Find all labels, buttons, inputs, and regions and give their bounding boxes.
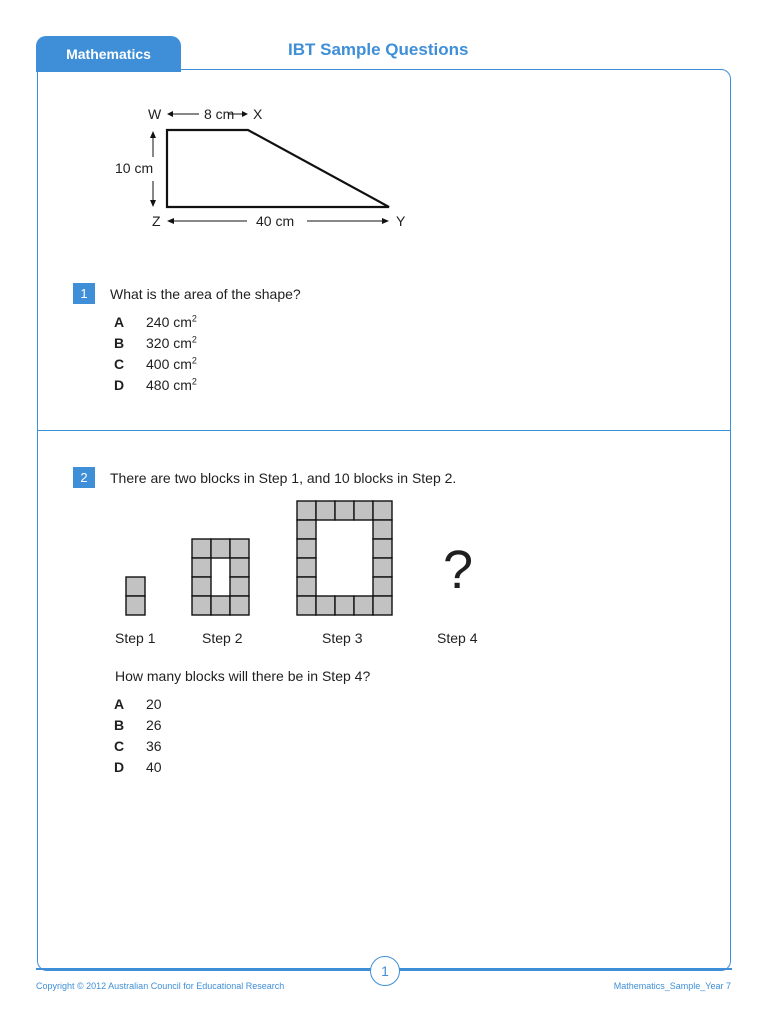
option-value: 240 $cm^2$ <box>146 313 197 330</box>
step-3-block <box>373 596 392 615</box>
step-2-block <box>192 539 211 558</box>
option-letter: B <box>114 335 125 351</box>
step-2-block <box>230 577 249 596</box>
label-z: Z <box>152 213 161 229</box>
subject-tab: Mathematics <box>36 36 181 72</box>
question-1-text: What is the area of the shape? <box>110 286 301 302</box>
step-2-block <box>192 596 211 615</box>
step-1-block <box>126 577 145 596</box>
step-4-label: Step 4 <box>437 630 478 646</box>
option-2c[interactable] <box>114 738 162 754</box>
step-3-block <box>373 539 392 558</box>
step-3-block <box>297 539 316 558</box>
step-3-block <box>335 501 354 520</box>
step-3-block <box>373 520 392 539</box>
unknown-step-mark: ? <box>443 540 474 600</box>
step-2-block <box>192 577 211 596</box>
option-value: 400 $cm^2$ <box>146 355 197 372</box>
step-3-block <box>297 596 316 615</box>
step-3-block <box>297 501 316 520</box>
option-value: 26 <box>146 717 162 733</box>
step-3-block <box>354 501 373 520</box>
height-label: 10 cm <box>115 160 154 176</box>
option-2d[interactable] <box>114 759 162 775</box>
step-2-block <box>230 596 249 615</box>
option-value: 20 <box>146 696 162 712</box>
option-1b[interactable] <box>114 335 197 351</box>
question-1-number: 1 <box>73 283 95 304</box>
top-length-label: 8 cm <box>204 106 235 122</box>
label-x: X <box>253 106 263 122</box>
option-1d[interactable] <box>114 377 197 393</box>
step-2-block <box>211 539 230 558</box>
step-3-block <box>354 596 373 615</box>
option-letter: A <box>114 314 125 330</box>
option-2a[interactable] <box>114 696 162 712</box>
step-3-block <box>297 558 316 577</box>
copyright-text: Copyright © 2012 Australian Council for Educational Research <box>36 981 285 991</box>
option-2b[interactable] <box>114 717 162 733</box>
document-id: Mathematics_Sample_Year 7 <box>613 981 731 991</box>
page-title: IBT Sample Questions <box>288 40 469 59</box>
step-1-block <box>126 596 145 615</box>
option-value: 40 <box>146 759 162 775</box>
step-3-block <box>297 520 316 539</box>
question-2-number: 2 <box>73 467 95 488</box>
step-3-label: Step 3 <box>322 630 363 646</box>
option-1a[interactable] <box>114 314 197 330</box>
question-divider <box>38 430 730 431</box>
trapezium-shape <box>167 130 389 207</box>
option-letter: D <box>114 377 125 393</box>
label-w: W <box>148 106 162 122</box>
option-letter: C <box>114 738 125 754</box>
step-3-block <box>335 596 354 615</box>
option-value: 320 $cm^2$ <box>146 334 197 351</box>
step-2-block <box>192 558 211 577</box>
step-3-block <box>316 501 335 520</box>
step-3-block <box>373 577 392 596</box>
option-letter: A <box>114 696 125 712</box>
option-value: 480 $cm^2$ <box>146 376 197 393</box>
step-2-label: Step 2 <box>202 630 243 646</box>
option-letter: D <box>114 759 125 775</box>
step-3-block <box>316 596 335 615</box>
step-2-block <box>211 596 230 615</box>
page-number: 1 <box>370 956 400 986</box>
step-3-block <box>297 577 316 596</box>
question-2-prompt: How many blocks will there be in Step 4? <box>115 668 371 684</box>
bottom-length-label: 40 cm <box>256 213 295 229</box>
step-3-block <box>373 558 392 577</box>
step-3-block <box>373 501 392 520</box>
option-1c[interactable] <box>114 356 197 372</box>
option-value: 36 <box>146 738 162 754</box>
step-2-block <box>230 558 249 577</box>
label-y: Y <box>396 213 406 229</box>
step-2-block <box>230 539 249 558</box>
option-letter: B <box>114 717 125 733</box>
step-1-label: Step 1 <box>115 630 156 646</box>
question-2-text: There are two blocks in Step 1, and 10 blocks in Step 2. <box>110 470 457 486</box>
option-letter: C <box>114 356 125 372</box>
